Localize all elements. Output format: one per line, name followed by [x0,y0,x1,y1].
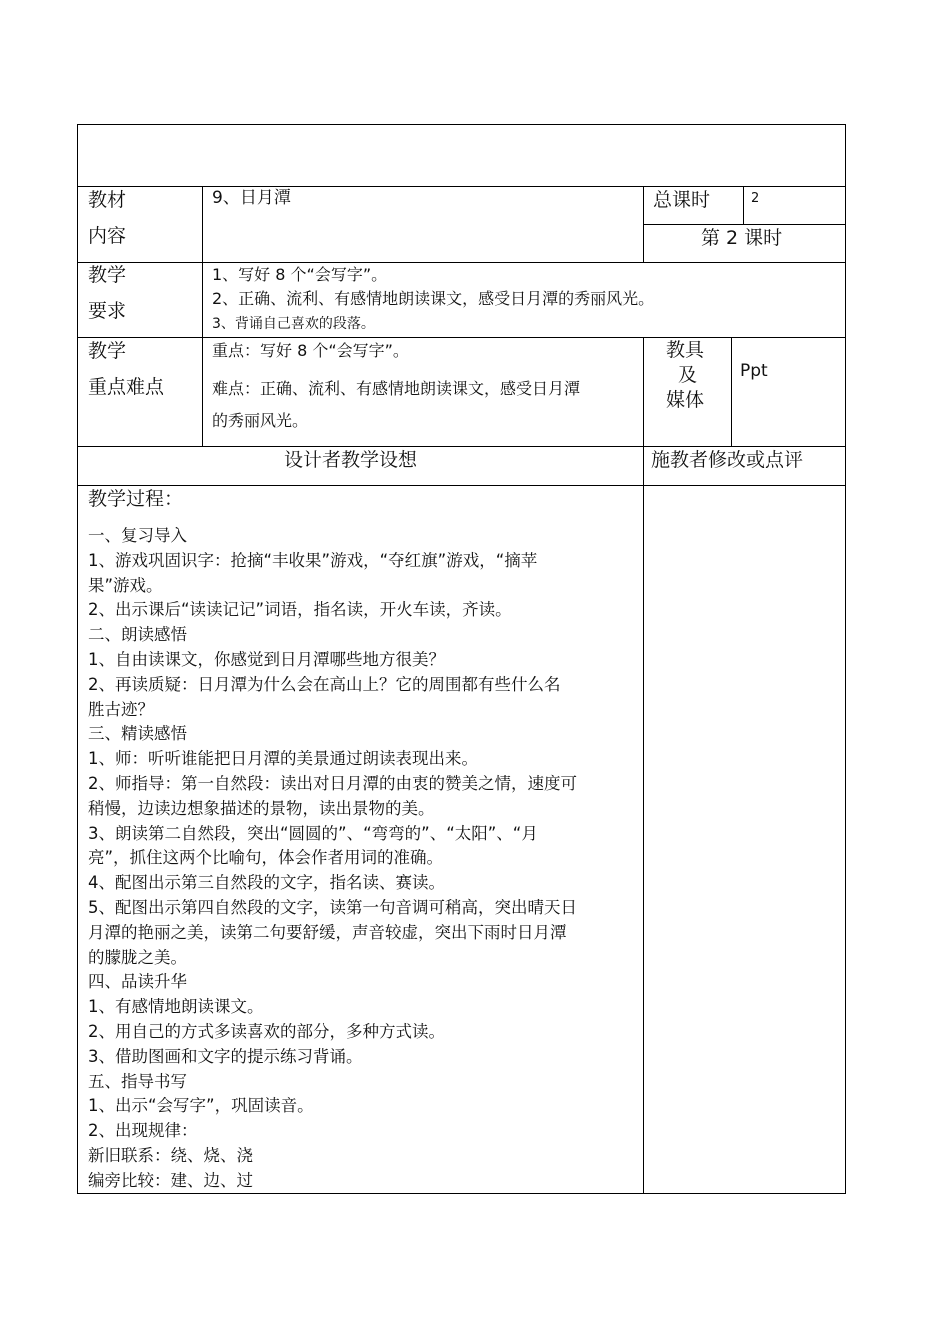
process-line: 稍慢，边读边想象描述的景物，读出景物的美。 [88,798,435,818]
process-line: 2、师指导：第一自然段：读出对日月潭的由衷的赞美之情，速度可 [88,773,577,793]
process-line: 2、出示课后“读读记记”词语，指名读，开火车读，齐读。 [88,600,512,620]
column-divider [731,337,732,446]
media-label: 教具 [666,339,705,361]
process-line: 2、再读质疑：日月潭为什么会在高山上？它的周围都有些什么名 [88,674,561,694]
process-line: 新旧联系：绕、烧、浇 [88,1145,253,1165]
total-hours-label: 总课时 [653,189,711,211]
process-line: 1、游戏巩固识字：抢摘“丰收果”游戏，“夺红旗”游戏，“摘苹 [88,550,538,570]
designer-header: 设计者教学设想 [284,449,418,471]
row-divider [77,262,846,263]
column-divider [202,186,203,446]
process-line: 月潭的艳丽之美，读第二句要舒缓，声音较虚，突出下雨时日月潭 [88,922,567,942]
requirement-item: 2、正确、流利、有感情地朗读课文，感受日月潭的秀丽风光。 [212,289,655,308]
current-lesson: 第 2 课时 [701,227,783,249]
media-label: 媒体 [666,389,705,411]
requirement-item: 3、背诵自己喜欢的段落。 [212,316,375,332]
column-divider [643,337,644,1194]
process-line: 2、用自己的方式多读喜欢的部分，多种方式读。 [88,1021,445,1041]
media-value: Ppt [740,361,768,381]
row-divider [77,485,846,486]
process-line: 1、出示“会写字”，巩固读音。 [88,1096,314,1116]
column-divider [643,186,644,262]
requirements-label: 要求 [88,300,127,322]
process-line: 4、配图出示第三自然段的文字，指名读、赛读。 [88,873,445,893]
process-line: 3、借助图画和文字的提示练习背诵。 [88,1046,363,1066]
row-divider [77,186,846,187]
process-line: 二、朗读感悟 [88,625,187,645]
process-line: 胜古迹？ [88,699,154,719]
process-line: 编旁比较：建、边、过 [88,1170,253,1190]
process-line: 的朦胧之美。 [88,947,187,967]
row-divider [77,446,846,447]
difficulty: 的秀丽风光。 [212,411,309,430]
key-point: 重点：写好 8 个“会写字”。 [212,341,409,360]
total-hours-value: 2 [751,191,760,206]
material-value: 9、日月潭 [212,188,291,208]
process-content [88,524,640,1194]
column-divider [743,186,744,224]
process-line: 一、复习导入 [88,526,187,545]
process-line: 2、出现规律： [88,1121,198,1141]
process-line: 5、配图出示第四自然段的文字，读第一句音调可稍高，突出晴天日 [88,897,577,917]
process-line: 3、朗读第二自然段，突出“圆圆的”、“弯弯的”、“太阳”、“月 [88,823,538,843]
reviewer-header: 施教者修改或点评 [651,449,804,471]
keypoints-label: 教学 [88,340,127,362]
material-label: 教材 [88,189,127,211]
process-line: 1、师：听听谁能把日月潭的美景通过朗读表现出来。 [88,749,478,769]
process-line: 五、指导书写 [88,1071,187,1091]
process-line: 亮”，抓住这两个比喻句，体会作者用词的准确。 [88,848,444,868]
requirement-item: 1、写好 8 个“会写字”。 [212,265,388,284]
keypoints-label: 重点难点 [88,376,165,398]
process-line: 1、自由读课文，你感觉到日月潭哪些地方很美？ [88,649,445,669]
difficulty: 难点：正确、流利、有感情地朗读课文，感受日月潭 [212,379,581,398]
process-line: 四、品读升华 [88,972,187,992]
row-divider [643,224,846,225]
process-line: 三、精读感悟 [88,724,187,744]
material-label: 内容 [88,225,127,247]
media-label: 及 [678,364,698,386]
process-line: 果”游戏。 [88,575,163,595]
process-line: 1、有感情地朗读课文。 [88,997,264,1017]
requirements-label: 教学 [88,264,127,286]
process-title: 教学过程： [88,488,184,510]
